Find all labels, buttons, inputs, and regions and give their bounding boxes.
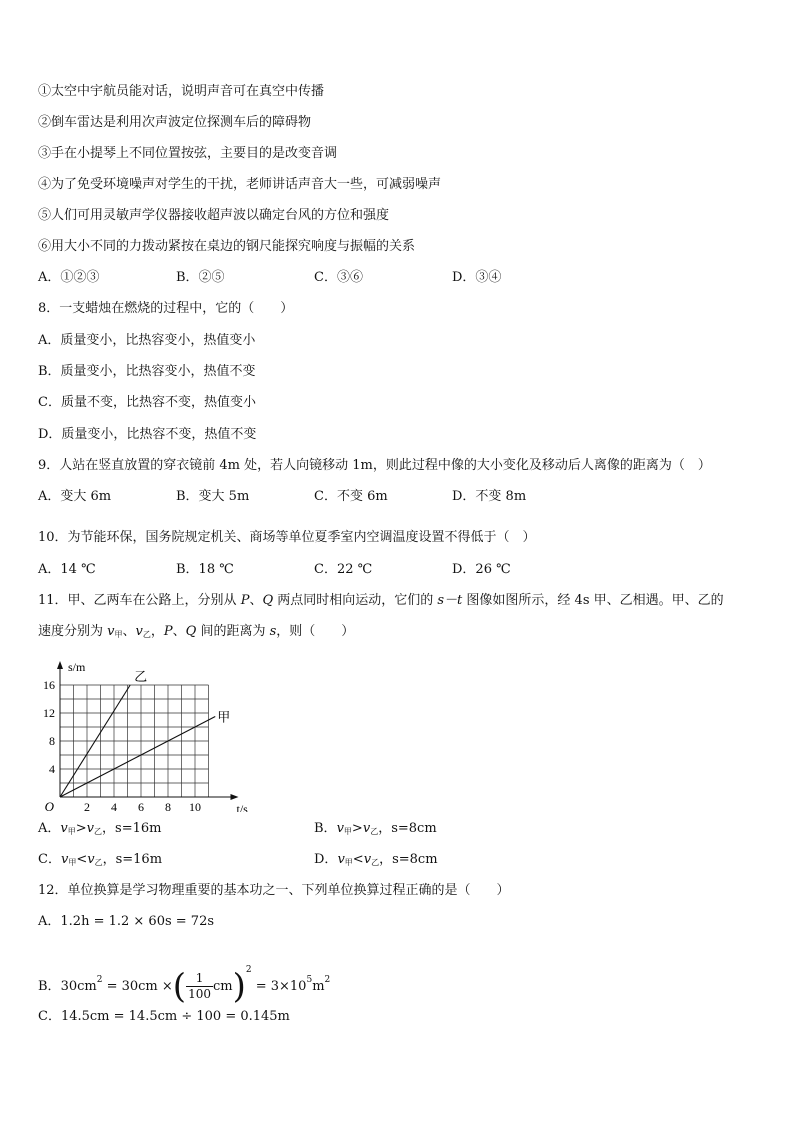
q10-option-d[interactable]: D．26 ℃ <box>452 562 511 577</box>
q9-options <box>38 488 758 506</box>
q7-option-d[interactable]: D．③④ <box>452 270 502 285</box>
q9-option-b[interactable]: B．变大 5m <box>176 489 250 504</box>
q8-stem: 8．一支蜡烛在燃烧的过程中，它的（ ） <box>38 301 294 316</box>
q7-option-b[interactable]: B．②⑤ <box>176 270 225 285</box>
q8-option-b[interactable]: B．质量变小，比热容变小，热值不变 <box>38 364 256 379</box>
q9-stem: 9．人站在竖直放置的穿衣镜前 4m 处，若人向镜移动 1m，则此过程中像的大小变化及移动后人离像的距离为（ ） <box>38 458 711 473</box>
q11-option-d[interactable]: D．$v_甲<v_乙$，s=8cm <box>314 852 438 867</box>
x-axis-arrow <box>231 794 239 800</box>
q12-option-c[interactable]: C．14.5cm = 14.5cm ÷ 100 = 0.145m <box>38 1009 290 1024</box>
q10-option-a[interactable]: A．14 ℃ <box>38 562 96 577</box>
q10-option-b[interactable]: B．18 ℃ <box>176 562 234 577</box>
q11-options-row2 <box>38 851 758 869</box>
series-label-0: 乙 <box>134 670 148 685</box>
q10-options <box>38 561 758 579</box>
q8-option-a[interactable]: A．质量变小，比热容变小，热值变小 <box>38 333 256 348</box>
q11-stem-line1: 11．甲、乙两车在公路上，分别从 P、Q 两点同时相向运动，它们的 s－t 图像如图所示，经 4s 甲、乙相遇。甲、乙的 <box>38 593 724 608</box>
x-tick-label: 8 <box>165 800 171 812</box>
x-tick-label: 2 <box>84 800 90 812</box>
st-graph <box>36 652 276 812</box>
origin-label: O <box>44 799 54 812</box>
q9-option-a[interactable]: A．变大 6m <box>38 489 112 504</box>
y-axis-label: s/m <box>68 660 86 674</box>
statement-4: ④为了免受环境噪声对学生的干扰，老师讲话声音大一些，可减弱噪声 <box>38 177 442 192</box>
q8-option-c[interactable]: C．质量不变，比热容不变，热值变小 <box>38 395 256 410</box>
x-axis-label: t/s <box>236 802 248 812</box>
y-axis-arrow <box>57 661 63 669</box>
q11-options-row1 <box>38 820 758 838</box>
y-tick-label: 8 <box>49 734 55 748</box>
y-tick-label: 12 <box>43 706 55 720</box>
y-tick-label: 4 <box>49 762 55 776</box>
q8-option-d[interactable]: D．质量变小，比热容不变，热值不变 <box>38 427 257 442</box>
statement-1: ①太空中宇航员能对话，说明声音可在真空中传播 <box>38 84 325 99</box>
q11-option-b[interactable]: B．$v_甲>v_乙$，s=8cm <box>314 821 437 836</box>
q7-options <box>38 269 758 287</box>
q11-option-c[interactable]: C．$v_甲<v_乙$，s=16m <box>38 852 163 867</box>
q9-option-c[interactable]: C．不变 6m <box>314 489 388 504</box>
statement-2: ②倒车雷达是利用次声波定位探测车后的障碍物 <box>38 115 312 130</box>
q9-option-d[interactable]: D．不变 8m <box>452 489 527 504</box>
x-tick-label: 6 <box>138 800 144 812</box>
fraction: $\frac{1}{100}$ <box>188 971 211 1001</box>
q12-option-a[interactable]: A．1.2h = 1.2 × 60s = 72s <box>38 914 215 929</box>
statement-6: ⑥用大小不同的力拨动紧按在桌边的钢尺能探究响度与振幅的关系 <box>38 239 416 254</box>
y-tick-label: 16 <box>43 678 55 692</box>
series-line-1 <box>60 717 215 798</box>
q7-option-c[interactable]: C．③⑥ <box>314 270 363 285</box>
q12-stem: 12．单位换算是学习物理重要的基本功之一、下列单位换算过程正确的是（ ） <box>38 883 510 898</box>
q11-option-a[interactable]: A．$v_甲>v_乙$，s=16m <box>38 821 162 836</box>
q10-stem: 10．为节能环保，国务院规定机关、商场等单位夏季室内空调温度设置不得低于（ ） <box>38 530 536 545</box>
q11-stem-line2: 速度分别为 $v_甲$、$v_乙$，P、Q 间的距离为 s，则（ ） <box>38 624 355 639</box>
q10-option-c[interactable]: C．22 ℃ <box>314 562 373 577</box>
statement-5: ⑤人们可用灵敏声学仪器接收超声波以确定台风的方位和强度 <box>38 208 390 223</box>
series-label-1: 甲 <box>217 710 231 726</box>
x-tick-label: 4 <box>111 800 117 812</box>
x-tick-label: 10 <box>189 800 201 812</box>
q7-option-a[interactable]: A．①②③ <box>38 270 100 285</box>
q12-option-b[interactable]: B．$30cm^2 = 30cm$ ×( $\frac{1}{100}$ $cm)^2 = 3\times 10^5m^2$ <box>38 965 331 1007</box>
statement-3: ③手在小提琴上不同位置按弦，主要目的是改变音调 <box>38 146 338 161</box>
